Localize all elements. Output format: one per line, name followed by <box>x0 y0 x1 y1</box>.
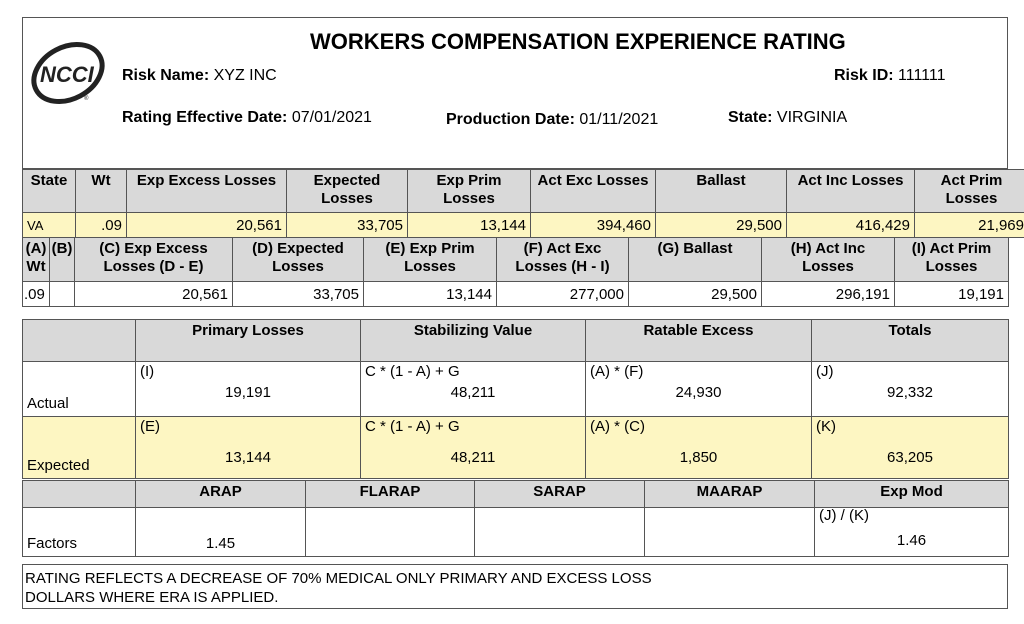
risk-id-label: Risk ID: <box>834 67 894 84</box>
header-flarap: FLARAP <box>306 481 475 508</box>
header-act-prim-losses: Act Prim Losses <box>915 170 1024 213</box>
exp-mod-value: 1.46 <box>896 532 927 549</box>
rating-note <box>22 564 1008 609</box>
header-blank <box>23 320 136 362</box>
state-losses-table <box>22 169 1024 238</box>
header-c-exp-excess-losses: (C) Exp Excess Losses (D - E) <box>75 238 233 282</box>
cell-h: 296,191 <box>762 282 895 307</box>
arap-value: 1.45 <box>136 508 306 557</box>
header-expected-losses: Expected Losses <box>287 170 408 213</box>
production-date-label: Production Date: <box>446 111 575 128</box>
factors-table <box>22 480 1009 557</box>
cell-exp-excess-losses: 20,561 <box>127 213 287 238</box>
risk-name <box>122 67 277 85</box>
computed-losses-table <box>22 237 1009 307</box>
header-primary-losses: Primary Losses <box>136 320 361 362</box>
header-h-act-inc-losses: (H) Act Inc Losses <box>762 238 895 282</box>
header-a-wt: (A) Wt <box>23 238 50 282</box>
header-exp-prim-losses: Exp Prim Losses <box>408 170 531 213</box>
note-line-1: RATING REFLECTS A DECREASE OF 70% MEDICAL ONLY PRIMARY AND EXCESS LOSS <box>25 570 652 587</box>
actual-totals: (J) 92,332 <box>812 362 1009 417</box>
cell-act-prim-losses: 21,969 <box>915 213 1024 238</box>
risk-name-label: Risk Name: <box>122 67 210 84</box>
cell-a-wt: .09 <box>23 282 50 307</box>
actual-row <box>23 362 1009 417</box>
factors-label: Factors <box>23 508 136 557</box>
cell-d: 33,705 <box>233 282 364 307</box>
actual-ratable-excess: (A) * (F) 24,930 <box>586 362 812 417</box>
production-date-value: 01/11/2021 <box>579 111 659 128</box>
note-line-2: DOLLARS WHERE ERA IS APPLIED. <box>25 589 279 606</box>
cell-ballast: 29,500 <box>656 213 787 238</box>
header-arap: ARAP <box>136 481 306 508</box>
header-state: State <box>23 170 76 213</box>
header-stabilizing-value: Stabilizing Value <box>361 320 586 362</box>
header-exp-mod: Exp Mod <box>815 481 1009 508</box>
rating-date-label: Rating Effective Date: <box>122 109 288 126</box>
cell-e: 13,144 <box>364 282 497 307</box>
header-ballast: Ballast <box>656 170 787 213</box>
risk-id <box>834 67 945 85</box>
cell-f: 277,000 <box>497 282 629 307</box>
rating-date-value: 07/01/2021 <box>291 109 372 126</box>
cell-expected-losses: 33,705 <box>287 213 408 238</box>
cell-wt: .09 <box>76 213 127 238</box>
state-value: VIRGINIA <box>776 109 848 126</box>
expected-row <box>23 417 1009 479</box>
cell-state: VA <box>23 213 76 238</box>
header-act-inc-losses: Act Inc Losses <box>787 170 915 213</box>
sarap-value <box>475 508 645 557</box>
cell-b <box>50 282 75 307</box>
table-row <box>23 213 1024 238</box>
header-b: (B) <box>50 238 75 282</box>
exp-mod-cell <box>815 508 1009 557</box>
cell-act-inc-losses: 416,429 <box>787 213 915 238</box>
flarap-value <box>306 508 475 557</box>
header-ratable-excess: Ratable Excess <box>586 320 812 362</box>
expected-primary-losses: (E) 13,144 <box>136 417 361 479</box>
header-act-exc-losses: Act Exc Losses <box>531 170 656 213</box>
header-f-act-exc-losses: (F) Act Exc Losses (H - I) <box>497 238 629 282</box>
expected-totals: (K) 63,205 <box>812 417 1009 479</box>
primary-excess-table <box>22 319 1009 479</box>
header-d-expected-losses: (D) Expected Losses <box>233 238 364 282</box>
expected-stabilizing-value: C * (1 - A) + G 48,211 <box>361 417 586 479</box>
expected-label: Expected <box>23 417 136 479</box>
header-totals: Totals <box>812 320 1009 362</box>
production-date <box>446 111 658 129</box>
header-blank-factors <box>23 481 136 508</box>
cell-exp-prim-losses: 13,144 <box>408 213 531 238</box>
exp-mod-formula: (J) / (K) <box>819 507 869 524</box>
rating-effective-date <box>122 109 372 127</box>
header-e-exp-prim-losses: (E) Exp Prim Losses <box>364 238 497 282</box>
header-exp-excess-losses: Exp Excess Losses <box>127 170 287 213</box>
header-sarap: SARAP <box>475 481 645 508</box>
state-field <box>728 109 847 127</box>
expected-ratable-excess: (A) * (C) 1,850 <box>586 417 812 479</box>
maarap-value <box>645 508 815 557</box>
state-label: State: <box>728 109 773 126</box>
header-g-ballast: (G) Ballast <box>629 238 762 282</box>
header-maarap: MAARAP <box>645 481 815 508</box>
page-title: WORKERS COMPENSATION EXPERIENCE RATING <box>310 29 846 54</box>
cell-i: 19,191 <box>895 282 1009 307</box>
cell-g: 29,500 <box>629 282 762 307</box>
table-row <box>23 282 1009 307</box>
svg-text:®: ® <box>84 96 89 102</box>
ncci-logo <box>28 38 112 110</box>
header-wt: Wt <box>76 170 127 213</box>
cell-act-exc-losses: 394,460 <box>531 213 656 238</box>
actual-primary-losses: (I) 19,191 <box>136 362 361 417</box>
risk-name-value: XYZ INC <box>213 67 277 84</box>
actual-stabilizing-value: C * (1 - A) + G 48,211 <box>361 362 586 417</box>
actual-label: Actual <box>23 362 136 417</box>
cell-c: 20,561 <box>75 282 233 307</box>
factors-row <box>23 508 1009 557</box>
risk-id-value: 111111 <box>898 67 946 84</box>
logo-text: NCCI <box>40 62 94 87</box>
header-i-act-prim-losses: (I) Act Prim Losses <box>895 238 1009 282</box>
